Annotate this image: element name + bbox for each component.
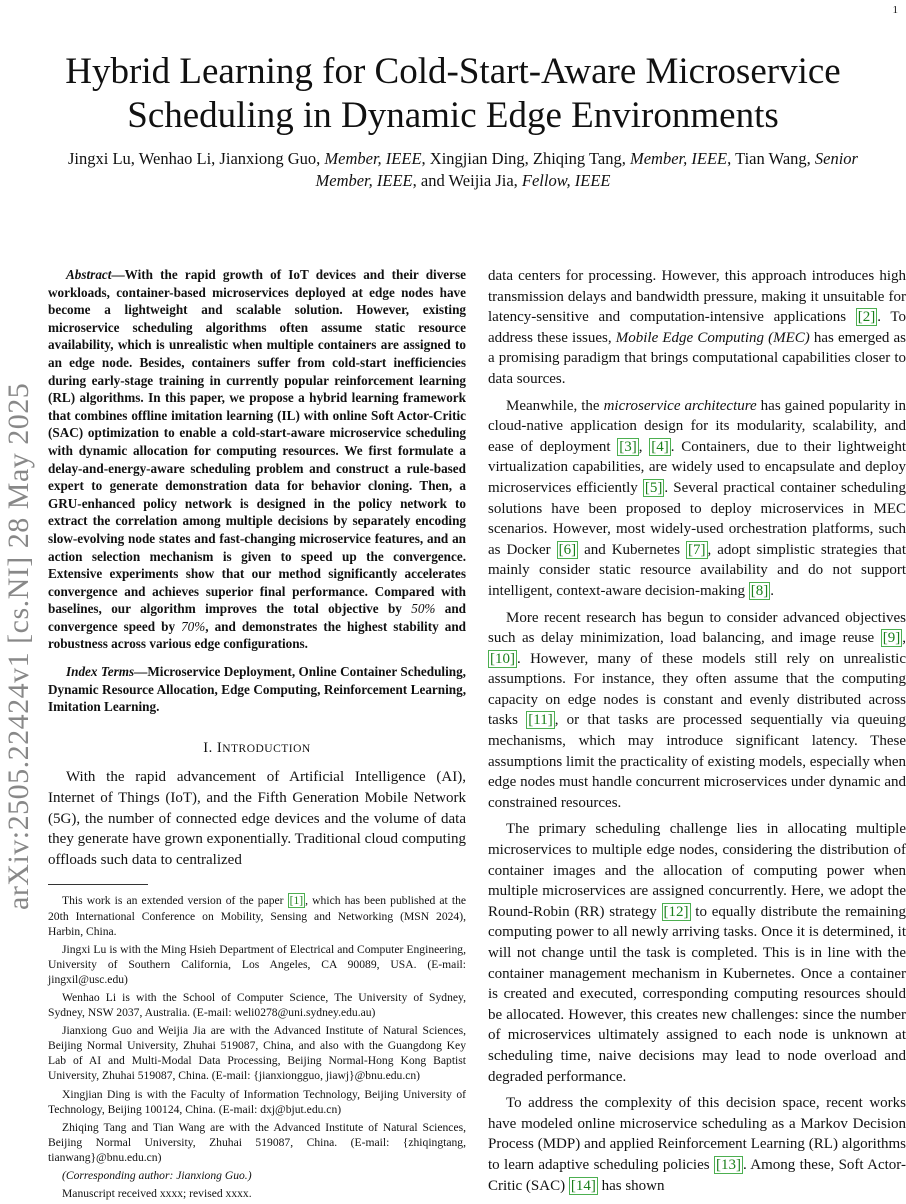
footnote-4: Jianxiong Guo and Weijia Jia are with the Advanced Institute of Natural Sciences, Beijing Normal University, Zhuhai 519087, China, and also with the Guangdong Key Lab of AI and Multi-Modal Data Processing, Beijing Normal-Hong Kong Baptist University, Zhuhai 519087, China. (E-mail: {jianxiongguo, jiawj}@bnu.edu.cn) [48,1024,466,1083]
text: . [770,582,774,599]
text: , [638,438,650,455]
text: . To address these issues, [488,309,906,346]
abstract-text-3: , and demonstrates the highest stability and robustness across various edge configurations. [48,618,466,652]
index-terms-heading: Index Terms [66,664,135,680]
text: data centers for processing. However, this approach introduces high transmission delays and bandwidth pressure, making it unsuitable for latency-sensitive and computation-intensive applications [488,268,906,326]
citation-link[interactable]: [6] [558,541,577,558]
citation-link[interactable]: [4] [651,438,669,455]
section-title-initial: I [216,739,223,756]
authors-part-4: , and Weijia Jia, [412,171,522,190]
author-role-3: Senior Member, IEEE [315,149,858,190]
text: , adopt simplistic strategies that mainly consider static resource availability and do not support intelligent, context-aware decision-making [488,541,906,599]
abstract-value-1: 50% [411,601,436,617]
citation-link[interactable]: [8] [750,582,769,599]
text: . Containers, due to their lightweight virtualization capabilities, are widely used to encapsulate and deploy microservices efficiently [488,438,906,496]
footnote-2: Jingxi Lu is with the Ming Hsieh Department of Electrical and Computer Engineering, University of Southern California, Los Angeles, CA 90089, USA. (E-mail: jingxil@usc.edu) [48,942,466,986]
text: , [902,630,906,647]
abstract-value-2: 70% [181,618,206,634]
emphasis-term: microservice architecture [603,397,757,414]
text: To address the complexity of this decision space, recent works have modeled online microservice scheduling as a Markov Decision Process (MDP) and applied Reinforcement Learning (RL) algorithms to learn adaptive scheduling policies [488,1095,906,1173]
right-column [488,266,906,1196]
citation-link[interactable]: [13] [715,1156,741,1173]
title-line-2: Scheduling in Dynamic Edge Environments [127,95,779,136]
footnote-manuscript: Manuscript received xxxx; revised xxxx. [62,1187,252,1201]
text: and Kubernetes [578,541,687,558]
citation-link[interactable]: [9] [882,630,901,647]
emphasis-term: Mobile Edge Computing (MEC) [615,329,810,346]
page-number: 1 [892,4,898,16]
footnote-6: Zhiqing Tang and Tian Wang are with the Advanced Institute of Natural Sciences, Beijing Normal University, Zhuhai 519087, China. (E-mail: {zhiqingtang, tianwang}@bnu.edu.cn) [48,1120,466,1164]
author-role-1: Member, IEEE [324,149,422,168]
citation-link[interactable]: [5] [644,479,663,496]
author-role-4: Fellow, IEEE [521,171,611,190]
footnote-divider [48,884,148,885]
footnote-5: Xingjian Ding is with the Faculty of Information Technology, Beijing University of Technology, Beijing 100124, China. (E-mail: dxj@bjut.edu.cn) [48,1087,466,1116]
right-paragraph-2 [488,396,906,602]
paper-title [0,50,906,138]
authors-part-3: , Tian Wang, [727,149,815,168]
abstract-heading: Abstract [66,267,112,282]
author-role-2: Member, IEEE [629,149,728,168]
footnote-corresponding-author: (Corresponding author: Jianxiong Guo.) [62,1169,252,1182]
footnote-1 [48,893,466,938]
index-terms-text: Microservice Deployment, Online Container Scheduling, Dynamic Resource Allocation, Edge Computing, Reinforcement Learning, Imitation Learning. [48,664,466,715]
index-terms [48,663,466,716]
text: to equally distribute the remaining computing power to all newly arriving tasks. Once it is determined, it will not change until the task is completed. This is in line with the container management mechanism in Kubernetes. Once a container is created and executed, corresponding computing resources should be allocated. However, this creates new challenges: since the number of microservices ultimately assigned to each node is unknown at scheduling time, naive decisions may lead to node overload and degraded performance. [488,903,906,1085]
left-column [48,266,466,1204]
title-line-1: Hybrid Learning for Cold-Start-Aware Microservice [65,51,841,92]
text: , or that tasks are processed sequentially via queuing mechanisms, which may introduce significant latency. These assumptions limit the practicality of existing models, especially when edge nodes must handle concurrent microservices under dynamic and constrained resources. [488,712,906,811]
citation-link[interactable]: [2] [857,309,876,326]
citation-link[interactable]: [1] [289,894,304,908]
intro-paragraph-1: With the rapid advancement of Artificial Intelligence (AI), Internet of Things (IoT), and the Fifth Generation Mobile Network (5G), the number of connected edge devices and the volume of data they generate have grown exponentially. Traditional cloud computing offloads such data to centralized [48,769,466,868]
abstract-dash: — [111,267,125,282]
text: Meanwhile, the [506,397,604,414]
abstract-text-1: With the rapid growth of IoT devices and their diverse workloads, container-based microservices deployed at edge nodes have become a lightweight and scalable solution. However, existing microservice scheduling algorithms often assume static resource availability, which is unrealistic when multiple containers are assigned to an edge node. Besides, containers suffer from cold-start inefficiencies during early-stage training in currently popular reinforcement learning (RL) algorithms. In this paper, we propose a hybrid learning framework that combines offline imitation learning (IL) with online Soft Actor-Critic (SAC) optimization to enable a cold-start-aware microservice scheduling with dynamic allocation for computing resources. We first formulate a delay-and-energy-aware scheduling problem and construct a rule-based expert to generate demonstration data for behavior cloning. Then, a GRU-enhanced policy network is designed in the policy network to extract the correlation among multiple decisions by separately encoding slow-evolving node states and fast-changing microservice features, and an action selection mechanism is given to speed up the convergence. Extensive experiments show that our method significantly accelerates convergence and achieves superior final performance. Compared with baselines, our algorithm improves the total objective by [48,267,466,617]
text: . Several practical container scheduling solutions have been proposed to deploy microservices in MEC scenarios. However, most widely-used orchestration platforms, such as Docker [488,479,906,558]
abstract-text-2: and convergence speed by [48,601,467,634]
footnote-1-text-b: , which has been published at the 20th International Conference on Mobility, Sensing and Networking (MSN 2024), Harbin, China. [48,894,467,938]
authors-part-2: , Xingjian Ding, Zhiqing Tang, [421,149,630,168]
abstract [48,266,466,653]
right-paragraph-4 [488,819,906,1087]
author-list [60,148,866,192]
citation-link[interactable]: [12] [663,903,689,920]
right-paragraph-3 [488,608,906,814]
text: More recent research has begun to consider advanced objectives such as delay minimization, load balancing, and image reuse [488,609,906,647]
text: has emerged as a promising paradigm that brings computational capabilities closer to data sources. [488,329,906,387]
section-heading-introduction [48,738,466,760]
text: . However, many of these models still rely on unrealistic assumptions. For instance, they often assume that the computing capacity on edge nodes is constant and evenly distributed across tasks [488,650,906,729]
citation-link[interactable]: [7] [688,541,706,558]
arxiv-identifier: arXiv:2505.22424v1 [cs.NI] 28 May 2025 [2,382,35,910]
authors-part-1: Jingxi Lu, Wenhao Li, Jianxiong Guo, [68,149,325,168]
footnote-1-text-a: This work is an extended version of the paper [62,894,288,908]
citation-link[interactable]: [3] [619,438,637,455]
footnotes [48,893,466,1201]
section-numeral: I. [203,739,217,756]
right-paragraph-5 [488,1093,906,1196]
section-title-rest: NTRODUCTION [222,742,311,755]
citation-link[interactable]: [10] [490,650,515,667]
footnote-3: Wenhao Li is with the School of Computer Science, The University of Sydney, Sydney, NSW 2037, Australia. (E-mail: weli0278@uni.sydney.edu.au) [48,990,466,1020]
text: . Among these, Soft Actor-Critic (SAC) [488,1156,906,1194]
citation-link[interactable]: [11] [528,712,553,729]
right-paragraph-1 [488,266,906,390]
text: The primary scheduling challenge lies in allocating multiple microservices to multiple edge nodes, considering the distribution of container images and the allocation of computing power when multiple microservices are assigned concurrently. Here, we adopt the Round-Robin (RR) strategy [488,821,906,920]
index-terms-dash: — [134,664,148,680]
citation-link[interactable]: [14] [570,1177,596,1194]
text: has gained popularity in cloud-native application design for its modularity, scalability, and ease of deployment [488,397,906,455]
text: has shown [597,1177,665,1194]
